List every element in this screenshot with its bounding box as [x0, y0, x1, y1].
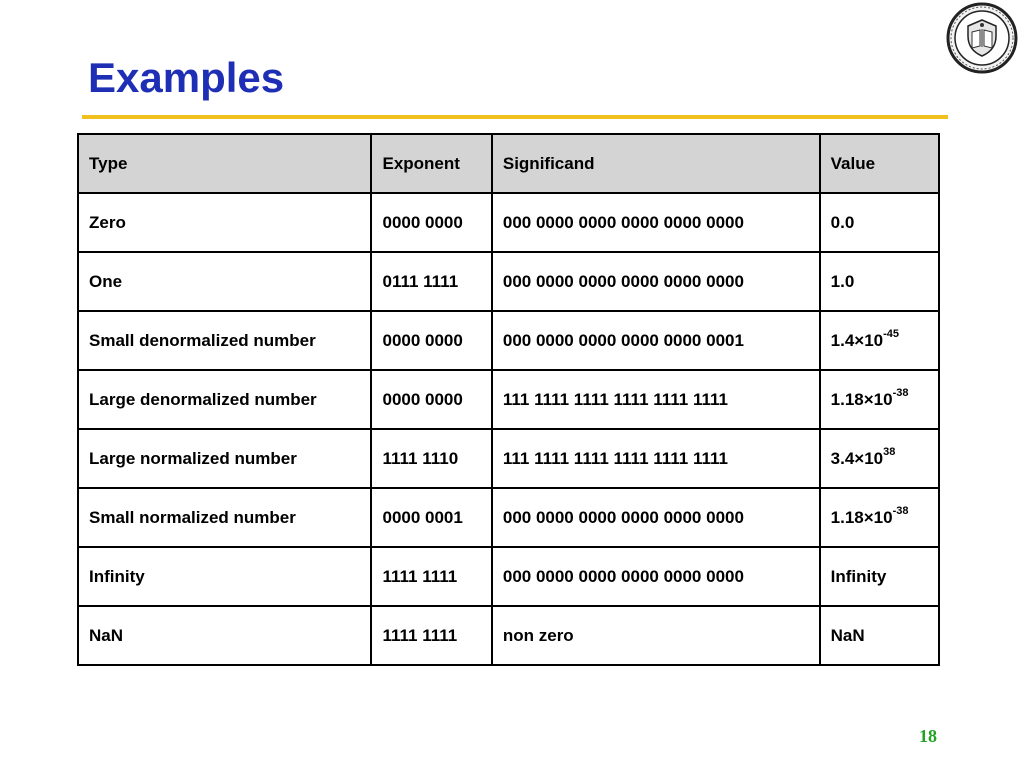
header-exponent: Exponent	[371, 134, 491, 193]
value-exponent: -38	[892, 504, 909, 517]
cell-significand: non zero	[492, 606, 820, 665]
cell-exponent: 0111 1111	[371, 252, 491, 311]
cell-exponent: 0000 0001	[371, 488, 491, 547]
cell-type: NaN	[78, 606, 371, 665]
cell-exponent: 0000 0000	[371, 370, 491, 429]
header-type: Type	[78, 134, 371, 193]
header-significand: Significand	[492, 134, 820, 193]
cell-value	[820, 488, 939, 547]
value-base: NaN	[830, 625, 865, 645]
cell-type: Small normalized number	[78, 488, 371, 547]
cell-significand: 111 1111 1111 1111 1111 1111	[492, 429, 820, 488]
title-underline	[82, 115, 948, 119]
table-row	[78, 193, 939, 252]
cell-significand: 000 0000 0000 0000 0000 0000	[492, 547, 820, 606]
value-exponent: 38	[883, 445, 896, 458]
table-row	[78, 606, 939, 665]
cell-value	[820, 547, 939, 606]
cell-type: Zero	[78, 193, 371, 252]
cell-exponent: 1111 1110	[371, 429, 491, 488]
value-base: 0.0	[830, 212, 855, 232]
slide-title: Examples	[88, 54, 285, 101]
cell-value	[820, 370, 939, 429]
cell-significand: 000 0000 0000 0000 0000 0000	[492, 488, 820, 547]
table-row	[78, 252, 939, 311]
header-value: Value	[820, 134, 939, 193]
page-number: 18	[919, 726, 937, 746]
table-row	[78, 311, 939, 370]
cell-type: Large normalized number	[78, 429, 371, 488]
cell-significand: 000 0000 0000 0000 0000 0000	[492, 193, 820, 252]
cell-type: Large denormalized number	[78, 370, 371, 429]
cell-type: Small denormalized number	[78, 311, 371, 370]
cell-significand: 000 0000 0000 0000 0000 0001	[492, 311, 820, 370]
cell-value	[820, 606, 939, 665]
value-exponent: -45	[883, 327, 900, 340]
value-base: 1.18×10	[830, 507, 893, 527]
table-row	[78, 547, 939, 606]
value-exponent: -38	[892, 386, 909, 399]
cell-value	[820, 429, 939, 488]
table-row	[78, 429, 939, 488]
cell-exponent: 0000 0000	[371, 193, 491, 252]
value-base: 1.18×10	[830, 389, 893, 409]
cell-value	[820, 193, 939, 252]
cell-significand: 111 1111 1111 1111 1111 1111	[492, 370, 820, 429]
value-base: 1.0	[830, 271, 855, 291]
cell-type: One	[78, 252, 371, 311]
cell-exponent: 1111 1111	[371, 606, 491, 665]
table-header-row	[78, 134, 939, 193]
value-base: Infinity	[830, 566, 887, 586]
value-base: 3.4×10	[830, 448, 884, 468]
cell-value	[820, 311, 939, 370]
university-seal-icon	[946, 2, 1018, 74]
cell-exponent: 0000 0000	[371, 311, 491, 370]
table-row	[78, 488, 939, 547]
cell-type: Infinity	[78, 547, 371, 606]
cell-exponent: 1111 1111	[371, 547, 491, 606]
cell-significand: 000 0000 0000 0000 0000 0000	[492, 252, 820, 311]
examples-table	[77, 133, 940, 666]
table-row	[78, 370, 939, 429]
value-base: 1.4×10	[830, 330, 884, 350]
cell-value	[820, 252, 939, 311]
